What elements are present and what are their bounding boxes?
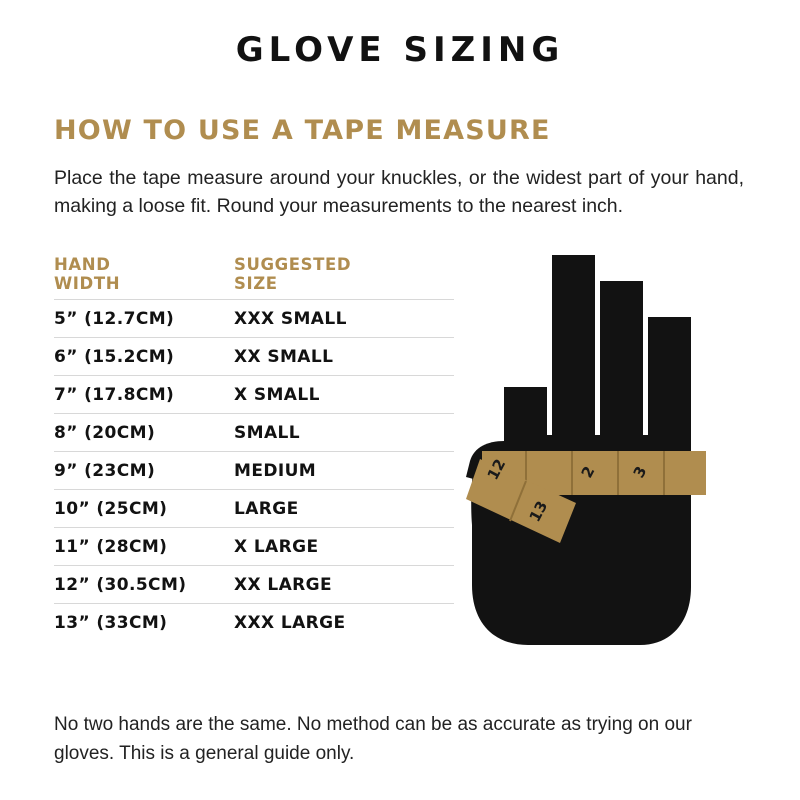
table-row: [54, 528, 454, 566]
table-row: [54, 338, 454, 376]
hand-illustration: [464, 255, 754, 655]
cell-suggested-size: XXX LARGE: [234, 604, 454, 642]
cell-suggested-size: SMALL: [234, 414, 454, 452]
intro-paragraph: Place the tape measure around your knuckles, or the widest part of your hand, making a loose fit. Round your measurements to the nearest inch.: [54, 167, 744, 218]
cell-suggested-size: XX SMALL: [234, 338, 454, 376]
table-row: [54, 604, 454, 642]
tape-label-13: 13: [525, 497, 552, 525]
cell-hand-width: 5” (12.7CM): [54, 300, 234, 338]
table-row: [54, 490, 454, 528]
cell-suggested-size: X SMALL: [234, 376, 454, 414]
tape-label-12: 12: [483, 455, 510, 483]
table-row: [54, 376, 454, 414]
cell-suggested-size: LARGE: [234, 490, 454, 528]
column-header-hand-width: [54, 255, 234, 300]
table-row: [54, 566, 454, 604]
sizing-content-row: [54, 255, 746, 655]
section-heading: HOW TO USE A TAPE MEASURE: [54, 115, 551, 146]
table-header-row: [54, 255, 454, 300]
column-header-suggested-size-line2: SIZE: [234, 274, 278, 293]
table-body: [54, 300, 454, 642]
footer-note: No two hands are the same. No method can be as accurate as trying on our gloves. This is a general guide only.: [54, 714, 692, 764]
cell-hand-width: 12” (30.5CM): [54, 566, 234, 604]
sizing-table: [54, 255, 454, 642]
column-header-hand-width-line2: WIDTH: [54, 274, 121, 293]
table-header: [54, 255, 454, 300]
sizing-table-wrapper: [54, 255, 454, 642]
tape-label-3: 3: [629, 462, 651, 481]
cell-hand-width: 6” (15.2CM): [54, 338, 234, 376]
cell-hand-width: 11” (28CM): [54, 528, 234, 566]
cell-hand-width: 9” (23CM): [54, 452, 234, 490]
cell-suggested-size: XX LARGE: [234, 566, 454, 604]
page-title: GLOVE SIZING: [235, 30, 565, 70]
tape-label-2: 2: [577, 462, 599, 481]
cell-hand-width: 8” (20CM): [54, 414, 234, 452]
column-header-suggested-size-line1: SUGGESTED: [234, 254, 352, 274]
table-row: [54, 414, 454, 452]
table-row: [54, 300, 454, 338]
column-header-suggested-size: [234, 255, 454, 300]
cell-hand-width: 7” (17.8CM): [54, 376, 234, 414]
cell-hand-width: 10” (25CM): [54, 490, 234, 528]
column-header-hand-width-line1: HAND: [54, 254, 111, 274]
cell-suggested-size: X LARGE: [234, 528, 454, 566]
table-row: [54, 452, 454, 490]
cell-suggested-size: XXX SMALL: [234, 300, 454, 338]
cell-suggested-size: MEDIUM: [234, 452, 454, 490]
cell-hand-width: 13” (33CM): [54, 604, 234, 642]
hand-with-tape-measure-icon: [464, 255, 754, 655]
